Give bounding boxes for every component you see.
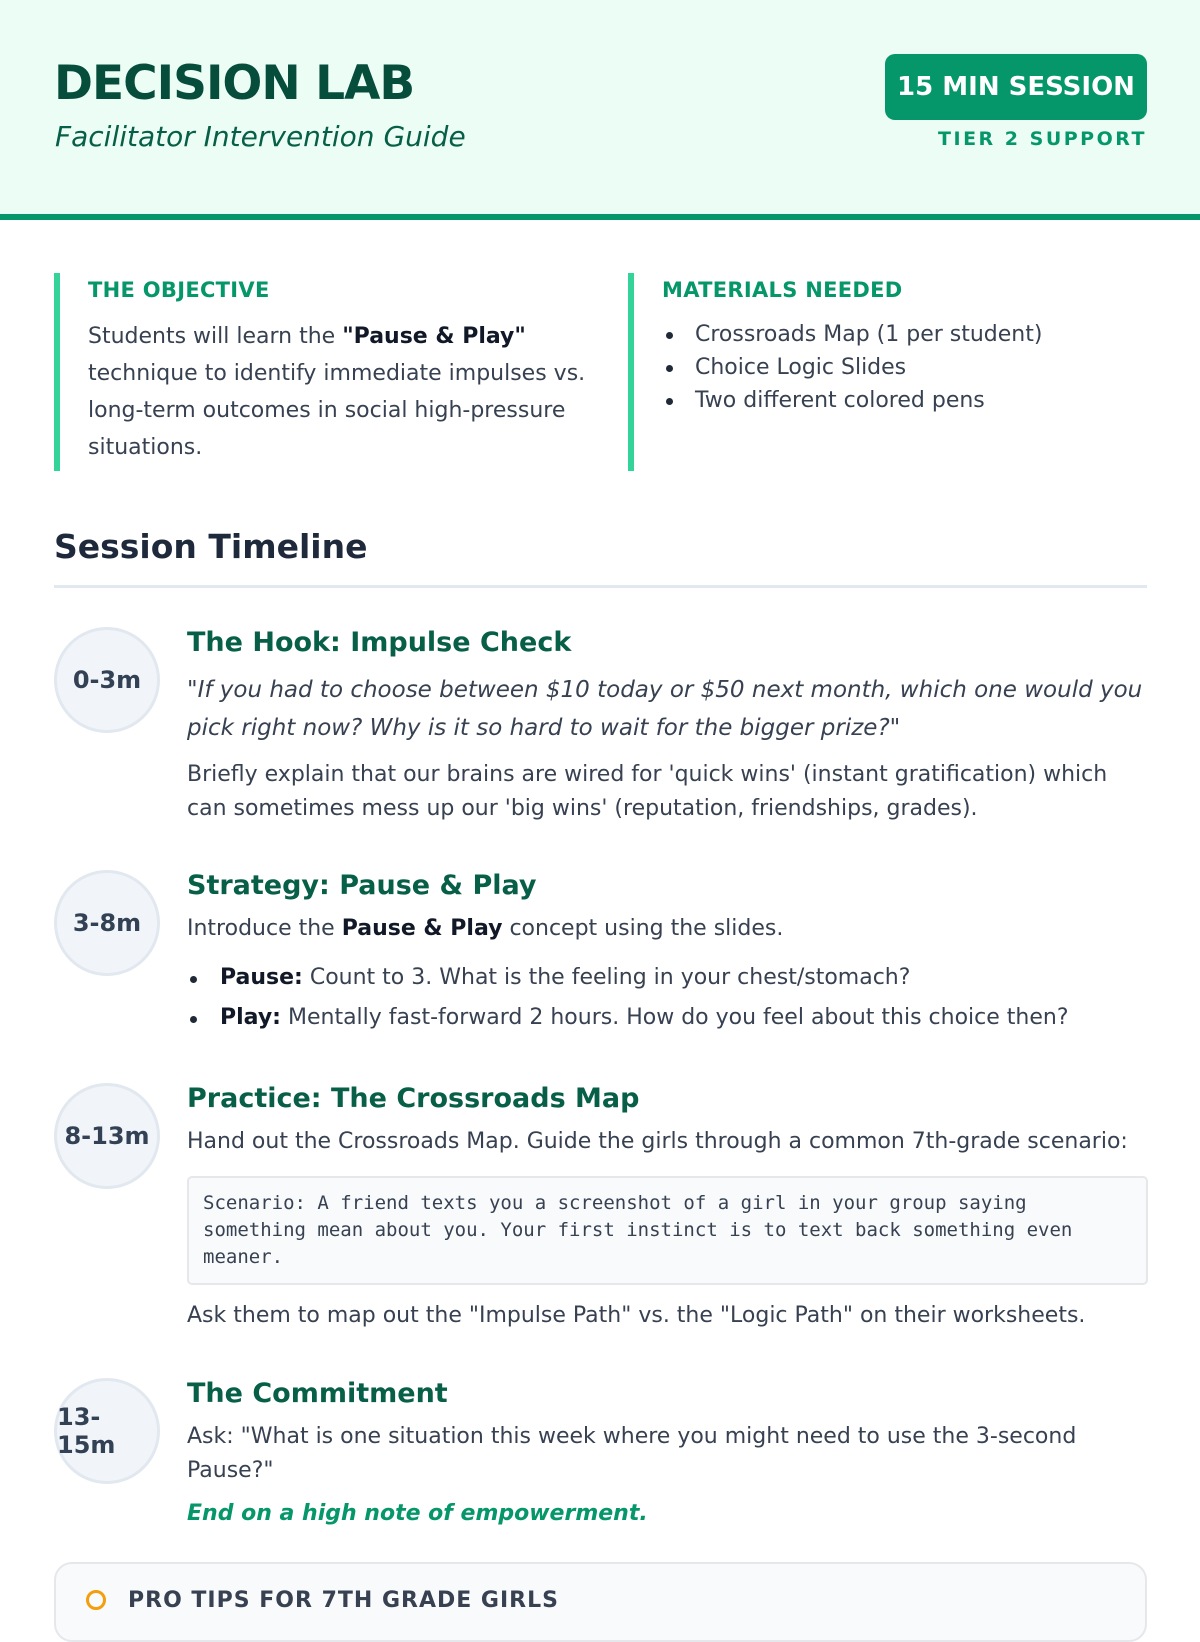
strategy-item-play bbox=[187, 998, 1148, 1038]
step-intro-end: concept using the slides. bbox=[502, 916, 784, 941]
materials-item: Two different colored pens bbox=[662, 384, 1148, 417]
page-title: DECISION LAB bbox=[54, 56, 415, 111]
page-header bbox=[0, 0, 1200, 220]
strategy-item-text: Count to 3. What is the feeling in your chest/stomach? bbox=[302, 965, 911, 990]
step-followup: Ask them to map out the "Impulse Path" vs. the "Logic Path" on their worksheets. bbox=[187, 1303, 1086, 1328]
step-body bbox=[187, 1378, 1148, 1526]
step-time-circle: 0-3m bbox=[54, 627, 160, 733]
step-title: The Hook: Impulse Check bbox=[187, 627, 572, 658]
objective-text bbox=[88, 318, 588, 466]
pro-tips-title: PRO TIPS FOR 7TH GRADE GIRLS bbox=[128, 1588, 559, 1613]
strategy-item-text: Mentally fast-forward 2 hours. How do you feel about this choice then? bbox=[280, 1005, 1069, 1030]
objective-card bbox=[54, 273, 594, 471]
step-title: Strategy: Pause & Play bbox=[187, 870, 537, 901]
timeline-divider bbox=[54, 585, 1147, 588]
materials-card bbox=[628, 273, 1148, 471]
materials-item: Choice Logic Slides bbox=[662, 351, 1148, 384]
step-intro-start: Introduce the bbox=[187, 916, 342, 941]
step-intro-bold: Pause & Play bbox=[341, 916, 503, 941]
step-description: Hand out the Crossroads Map. Guide the girls through a common 7th-grade scenario: bbox=[187, 1129, 1128, 1154]
step-title: Practice: The Crossroads Map bbox=[187, 1083, 640, 1114]
step-body bbox=[187, 1083, 1148, 1333]
page-subtitle: Facilitator Intervention Guide bbox=[55, 120, 466, 153]
objective-highlight: "Pause & Play" bbox=[342, 324, 526, 349]
step-intro bbox=[187, 912, 1148, 946]
lightbulb-icon bbox=[86, 1590, 106, 1610]
step-title: The Commitment bbox=[187, 1378, 448, 1409]
objective-text-end: technique to identify immediate impulses vs. long-term outcomes in social high-pressure situations. bbox=[88, 361, 586, 460]
objective-title: THE OBJECTIVE bbox=[88, 278, 270, 302]
session-length-badge: 15 MIN SESSION bbox=[885, 54, 1147, 120]
materials-list bbox=[662, 318, 1148, 417]
closing-note: End on a high note of empowerment. bbox=[187, 1501, 648, 1526]
objective-text-start: Students will learn the bbox=[88, 324, 343, 349]
tier-label: TIER 2 SUPPORT bbox=[938, 128, 1147, 150]
step-body bbox=[187, 870, 1148, 1038]
step-description: Briefly explain that our brains are wired for 'quick wins' (instant gratification) which can sometimes mess up our 'big wins' (reputation, friendships, grades). bbox=[187, 762, 1108, 821]
strategy-item-label: Pause: bbox=[220, 965, 303, 990]
strategy-item-pause bbox=[187, 958, 1148, 998]
timeline-title: Session Timeline bbox=[54, 527, 368, 566]
materials-title: MATERIALS NEEDED bbox=[662, 278, 903, 302]
step-description: Ask: "What is one situation this week where you might need to use the 3-second Pause?" bbox=[187, 1424, 1077, 1483]
step-time-circle: 3-8m bbox=[54, 870, 160, 976]
pro-tips-box bbox=[54, 1562, 1147, 1642]
step-time-circle: 8-13m bbox=[54, 1083, 160, 1189]
hook-quote: "If you had to choose between $10 today or $50 next month, which one would you pick right now? Why is it so hard to wait for the bigger prize?" bbox=[187, 677, 1143, 741]
step-time-circle: 13-15m bbox=[54, 1378, 160, 1484]
step-body bbox=[187, 627, 1148, 826]
strategy-item-label: Play: bbox=[220, 1005, 281, 1030]
scenario-box: Scenario: A friend texts you a screenshot of a girl in your group saying something mean about you. Your first instinct is to text back something even meaner. bbox=[187, 1176, 1148, 1285]
strategy-list bbox=[187, 958, 1148, 1038]
materials-item: Crossroads Map (1 per student) bbox=[662, 318, 1148, 351]
